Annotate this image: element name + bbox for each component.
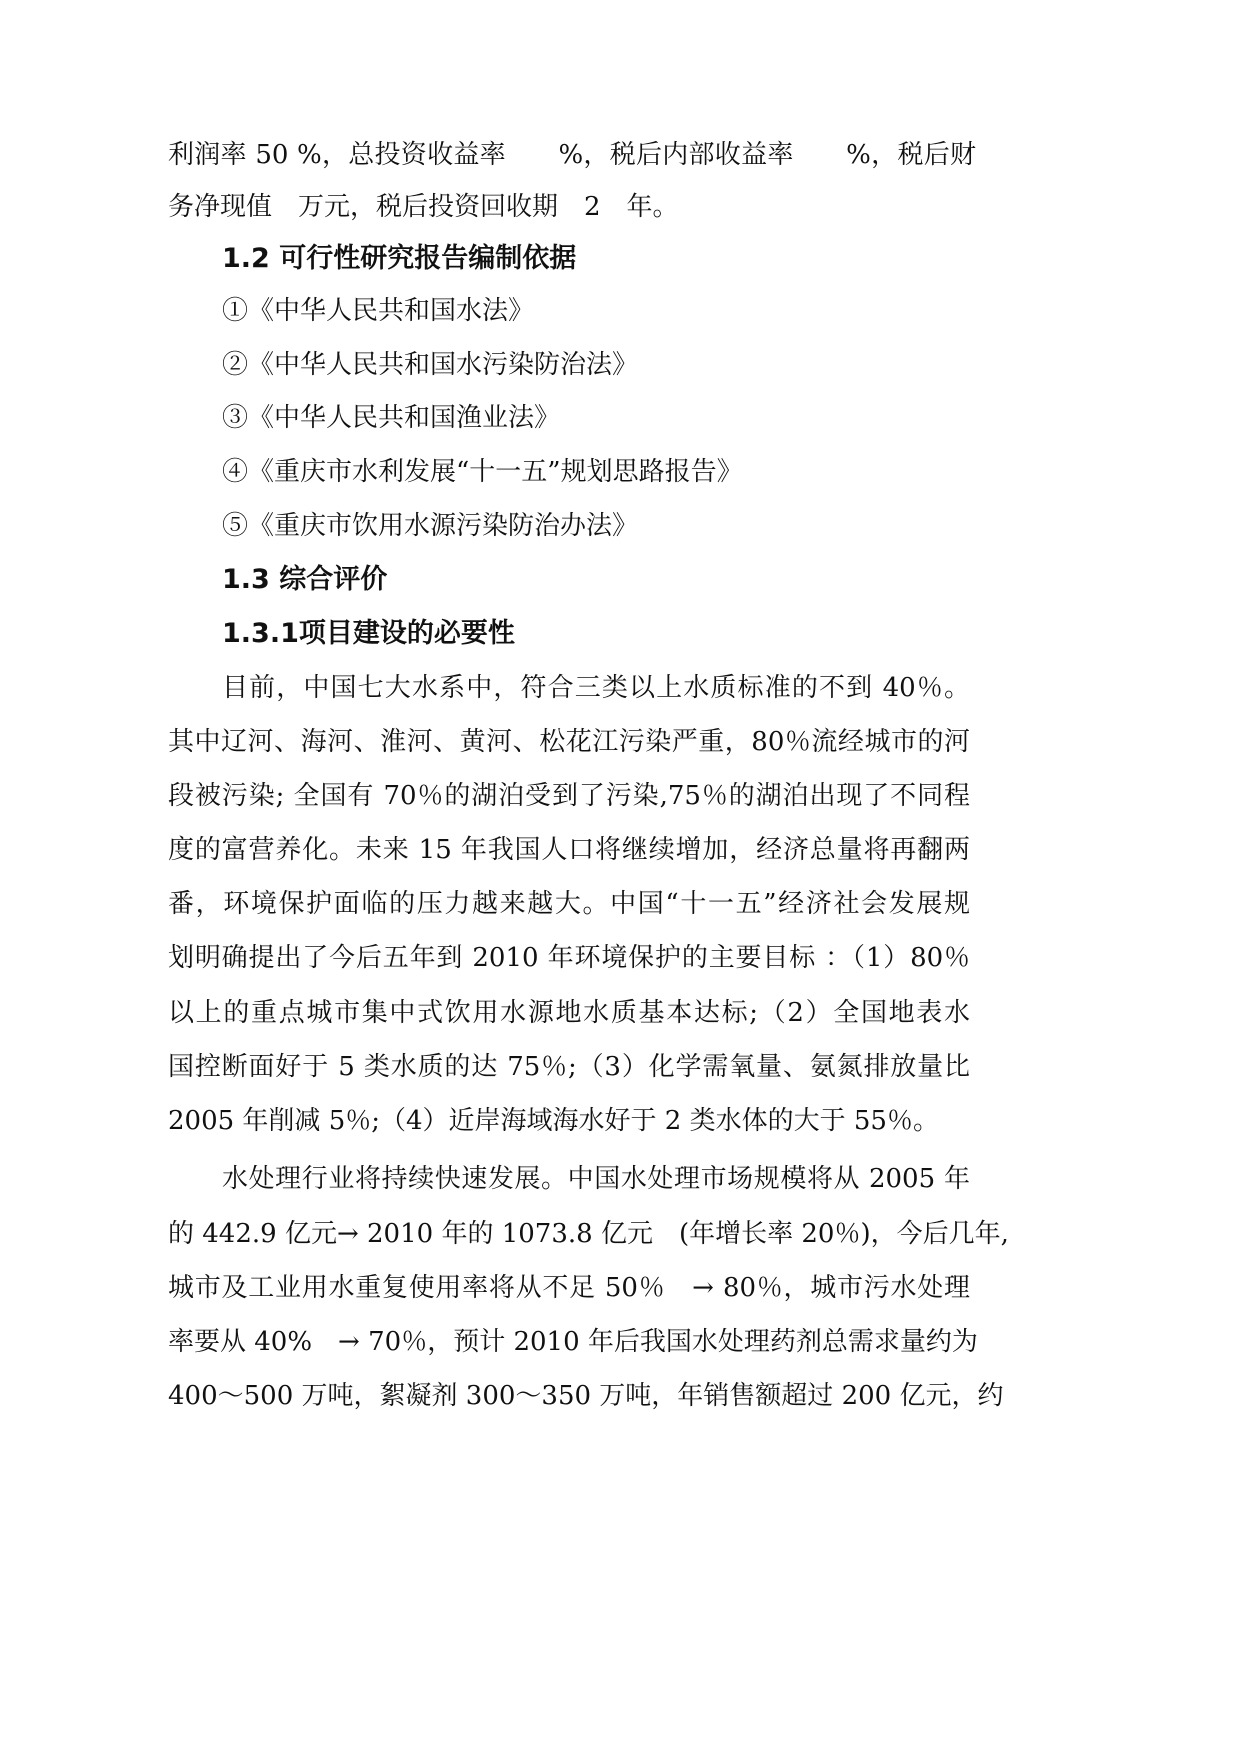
paragraph-line: 的 442.9 亿元→ 2010 年的 1073.8 亿元 (年增长率 20％)，今后几年, bbox=[168, 1219, 1009, 1249]
paragraph-line: 度的富营养化。未来 15 年我国人口将继续增加，经济总量将再翻两 bbox=[168, 835, 970, 865]
paragraph-line: 以上的重点城市集中式饮用水源地水质基本达标;（2）全国地表水 bbox=[168, 998, 970, 1028]
intro-line: 务净现值 万元，税后投资回收期 2 年。 bbox=[168, 192, 679, 222]
basis-list-item: ①《中华人民共和国水法》 bbox=[222, 296, 535, 326]
basis-list-item: ②《中华人民共和国水污染防治法》 bbox=[222, 350, 639, 380]
section-heading-1-2: 1.2 可行性研究报告编制依据 bbox=[222, 243, 577, 274]
basis-list-item: ③《中华人民共和国渔业法》 bbox=[222, 403, 561, 433]
basis-list-item: ⑤《重庆市饮用水源污染防治办法》 bbox=[222, 511, 639, 541]
paragraph-line: 番，环境保护面临的压力越来越大。中国“十一五”经济社会发展规 bbox=[168, 889, 970, 919]
paragraph-line: 水处理行业将持续快速发展。中国水处理市场规模将从 2005 年 bbox=[222, 1164, 970, 1194]
paragraph-line: 其中辽河、海河、淮河、黄河、松花江污染严重，80％流经城市的河 bbox=[168, 727, 970, 757]
intro-line: 利润率 50 %，总投资收益率 %，税后内部收益率 %，税后财 bbox=[168, 140, 976, 170]
basis-list-item: ④《重庆市水利发展“十一五”规划思路报告》 bbox=[222, 457, 743, 487]
paragraph-line: 段被污染; 全国有 70％的湖泊受到了污染,75％的湖泊出现了不同程 bbox=[168, 781, 970, 811]
paragraph-line: 划明确提出了今后五年到 2010 年环境保护的主要目标 ：（1）80％ bbox=[168, 943, 970, 973]
section-heading-1-3: 1.3 综合评价 bbox=[222, 564, 388, 595]
paragraph-line: 率要从 40% → 70％，预计 2010 年后我国水处理药剂总需求量约为 bbox=[168, 1327, 978, 1357]
paragraph-line: 400～500 万吨，絮凝剂 300～350 万吨，年销售额超过 200 亿元，约 bbox=[168, 1381, 1004, 1411]
paragraph-line: 城市及工业用水重复使用率将从不足 50％ → 80％，城市污水处理 bbox=[168, 1273, 970, 1303]
paragraph-line: 目前，中国七大水系中，符合三类以上水质标准的不到 40％。 bbox=[222, 673, 970, 703]
paragraph-line: 2005 年削减 5％;（4）近岸海域海水好于 2 类水体的大于 55％。 bbox=[168, 1106, 939, 1136]
paragraph-line: 国控断面好于 5 类水质的达 75％;（3）化学需氧量、氨氮排放量比 bbox=[168, 1052, 970, 1082]
section-heading-1-3-1: 1.3.1项目建设的必要性 bbox=[222, 618, 515, 649]
